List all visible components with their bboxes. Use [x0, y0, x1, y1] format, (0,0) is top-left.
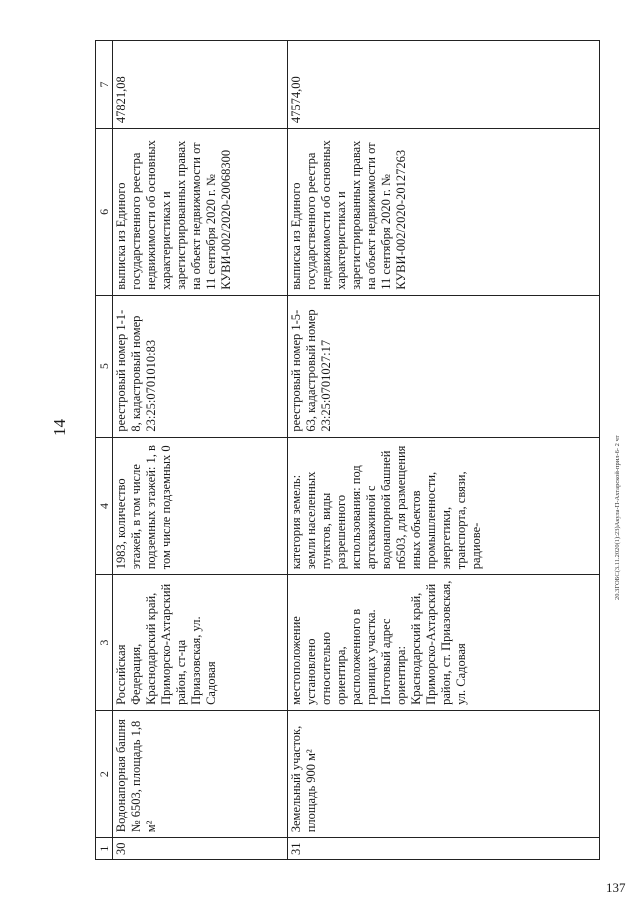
table-row	[287, 41, 599, 860]
basis-document: выписка из Единого государственного реестра недвижимости об основных характеристиках и зарегистрированных правах на объект недвижимости от 11 сентября 2020 г. № КУВИ-002/2020-20068300	[113, 129, 288, 296]
footer-number: 137	[606, 880, 626, 895]
registry-number: реестровый номер 1-5-63, кадастровый номер 23:25:0701027:17	[287, 295, 599, 437]
header-cell: 7	[96, 41, 113, 129]
object-value: 47821,08	[113, 41, 288, 129]
header-row	[96, 41, 113, 860]
object-characteristics: категория земель: земли населенных пунктов, виды разрешенного использования: под артскважиной с водонапорной башней п6503, для размещения иных объектов промышленности, энергетики, транспорта, связи, радиове-	[287, 437, 599, 575]
property-table	[95, 40, 600, 860]
object-characteristics: 1983, количество этажей, в том числе подземных этажей: 1, в том числе подземных 0	[113, 437, 288, 575]
header-cell: 2	[96, 710, 113, 837]
row-number: 31	[287, 838, 599, 860]
header-cell: 1	[96, 838, 113, 860]
header-cell: 3	[96, 575, 113, 711]
object-value: 47574,00	[287, 41, 599, 129]
header-cell: 6	[96, 129, 113, 296]
object-address: местоположение установлено относительно ориентира, расположенного в границах участка. Почтовый адрес ориентира: Краснодарский край, Приморско-Ахтарский район, ст. Приазовская, ул. Садовая	[287, 575, 599, 711]
object-name: Земельный участок, площадь 900 м²	[287, 710, 599, 837]
object-address: Российская Федерация, Краснодарский край, Приморско-Ахтарский район, ст-ца Приазовская, ул. Садовая	[113, 575, 288, 711]
object-name: Водонапорная башня № 6503, площадь 1,8 м²	[113, 710, 288, 837]
header-cell: 4	[96, 437, 113, 575]
basis-document: выписка из Единого государственного реестра недвижимости об основных характеристиках и зарегистрированных правах на объект недвижимости от 11 сентября 2020 г. № КУВИ-002/2020-20127263	[287, 129, 599, 296]
table-row	[113, 41, 288, 860]
property-table-wrapper	[95, 40, 600, 860]
row-number: 30	[113, 838, 288, 860]
registry-number: реестровый номер 1-1-8, кадастровый номер 23:25:0701010:83	[113, 295, 288, 437]
page-number: 14	[50, 419, 69, 436]
header-cell: 5	[96, 295, 113, 437]
side-note: 20.3ГОБС(3.11.2020(1):23)Акула-П-Ахтарской-прил-6- 2 чт	[614, 435, 621, 600]
